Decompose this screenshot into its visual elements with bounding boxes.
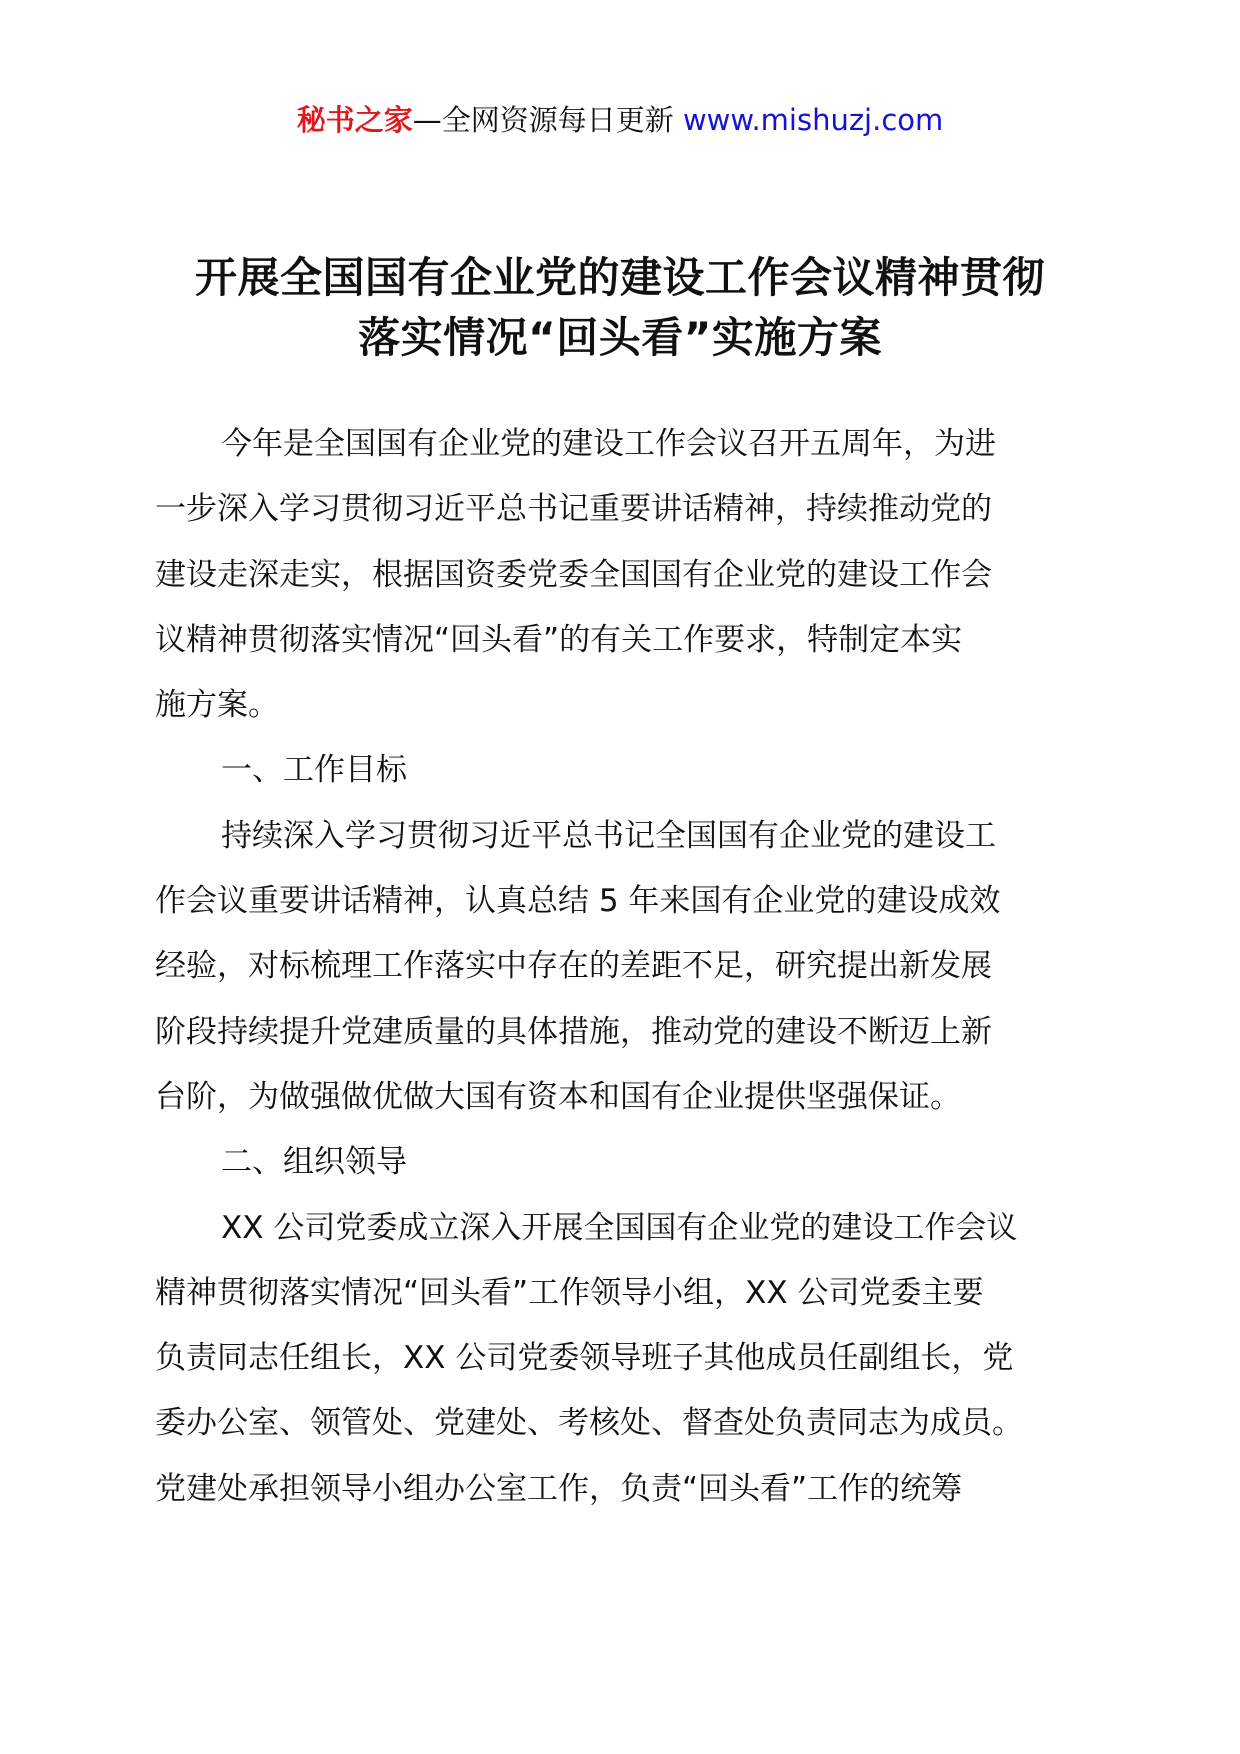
paragraph-goals-line: 经验，对标梳理工作落实中存在的差距不足，研究提出新发展: [155, 948, 992, 985]
header-tagline: —全网资源每日更新: [412, 103, 683, 137]
paragraph-intro-line: 施方案。: [155, 687, 279, 724]
title-line-2: 落实情况“回头看”实施方案: [358, 313, 882, 362]
paragraph-intro-line: 议精神贯彻落实情况“回头看”的有关工作要求，特制定本实: [155, 621, 963, 658]
brand-name: 秘书之家: [296, 103, 413, 137]
paragraph-leadership-line: 委办公室、领管处、党建处、考核处、督查处负责同志为成员。: [155, 1405, 1023, 1442]
paragraph-goals-line: 作会议重要讲话精神，认真总结 5 年来国有企业党的建设成效: [155, 883, 1001, 920]
paragraph-leadership-line: XX 公司党委成立深入开展全国国有企业党的建设工作会议: [221, 1209, 1018, 1246]
paragraph-intro-line: 一步深入学习贯彻习近平总书记重要讲话精神，持续推动党的: [155, 491, 992, 528]
title-line-1: 开展全国国有企业党的建设工作会议精神贯彻: [194, 253, 1045, 302]
document-title: [150, 248, 1090, 368]
paragraph-leadership-line: 精神贯彻落实情况“回头看”工作领导小组，XX 公司党委主要: [155, 1274, 984, 1311]
section-heading-leadership: 二、组织领导: [221, 1144, 407, 1181]
site-url-link[interactable]: www.mishuzj.com: [682, 103, 944, 137]
site-header: [0, 100, 1240, 140]
paragraph-leadership-line: 党建处承担领导小组办公室工作，负责“回头看”工作的统筹: [155, 1470, 963, 1507]
section-heading-goals: 一、工作目标: [221, 752, 407, 789]
paragraph-goals-line: 台阶，为做强做优做大国有资本和国有企业提供坚强保证。: [155, 1078, 961, 1115]
paragraph-goals-line: 持续深入学习贯彻习近平总书记全国国有企业党的建设工: [221, 817, 996, 854]
paragraph-leadership-line: 负责同志任组长，XX 公司党委领导班子其他成员任副组长，党: [155, 1340, 1014, 1377]
paragraph-intro-line: 建设走深走实，根据国资委党委全国国有企业党的建设工作会: [155, 556, 992, 593]
document-body: [155, 412, 1095, 1522]
paragraph-intro-line: 今年是全国国有企业党的建设工作会议召开五周年，为进: [221, 426, 996, 462]
paragraph-goals-line: 阶段持续提升党建质量的具体措施，推动党的建设不断迈上新: [155, 1013, 992, 1050]
